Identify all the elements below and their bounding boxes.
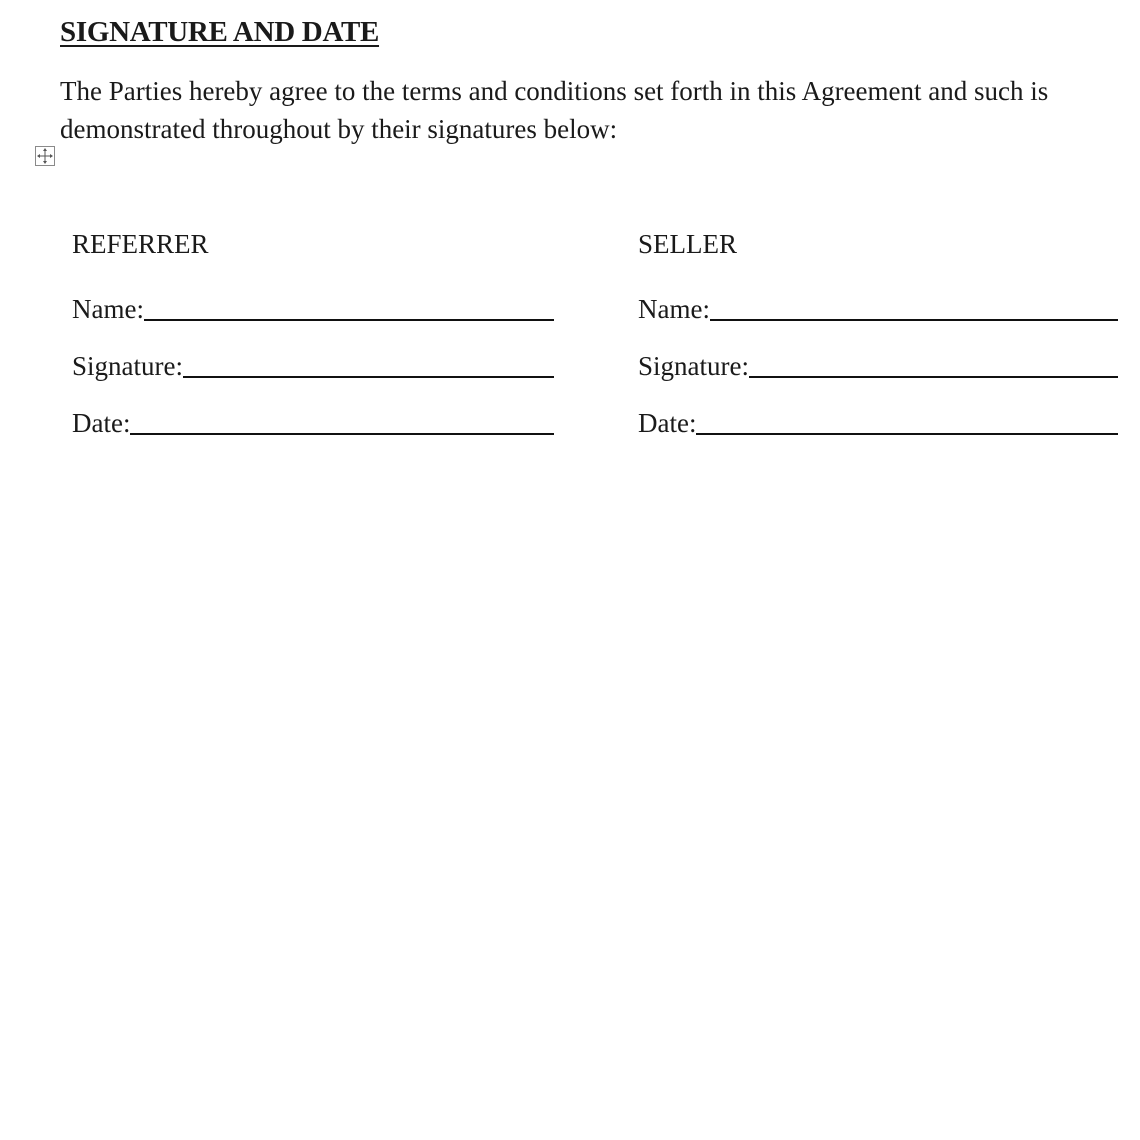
referrer-fields (72, 291, 554, 441)
seller-date-row (638, 405, 1118, 441)
seller-fields (638, 291, 1118, 441)
party-title-seller: SELLER (638, 229, 737, 259)
seller-name-field[interactable] (710, 285, 1118, 321)
move-cross-icon (36, 147, 54, 165)
table-move-handle[interactable] (35, 146, 55, 166)
seller-signature-block (638, 226, 1118, 441)
field-label: Name: (72, 294, 144, 324)
field-label: Name: (638, 294, 710, 324)
referrer-signature-field[interactable] (183, 342, 554, 378)
field-label: Date: (72, 408, 131, 438)
intro-paragraph: The Parties hereby agree to the terms and conditions set forth in this Agreement and such is demonstrated throughout by their signatures below: (60, 76, 1049, 144)
seller-signature-row (638, 348, 1118, 384)
seller-signature-field[interactable] (749, 342, 1118, 378)
field-label: Signature: (72, 351, 183, 381)
referrer-signature-row (72, 348, 554, 384)
field-label: Date: (638, 408, 697, 438)
seller-date-field[interactable] (696, 399, 1118, 435)
field-label: Signature: (638, 351, 749, 381)
referrer-date-field[interactable] (130, 399, 554, 435)
referrer-date-row (72, 405, 554, 441)
section-heading: SIGNATURE AND DATE (60, 16, 380, 48)
referrer-signature-block (72, 226, 554, 441)
seller-name-row (638, 291, 1118, 327)
referrer-name-row (72, 291, 554, 327)
party-title-referrer: REFERRER (72, 229, 209, 259)
referrer-name-field[interactable] (144, 285, 554, 321)
